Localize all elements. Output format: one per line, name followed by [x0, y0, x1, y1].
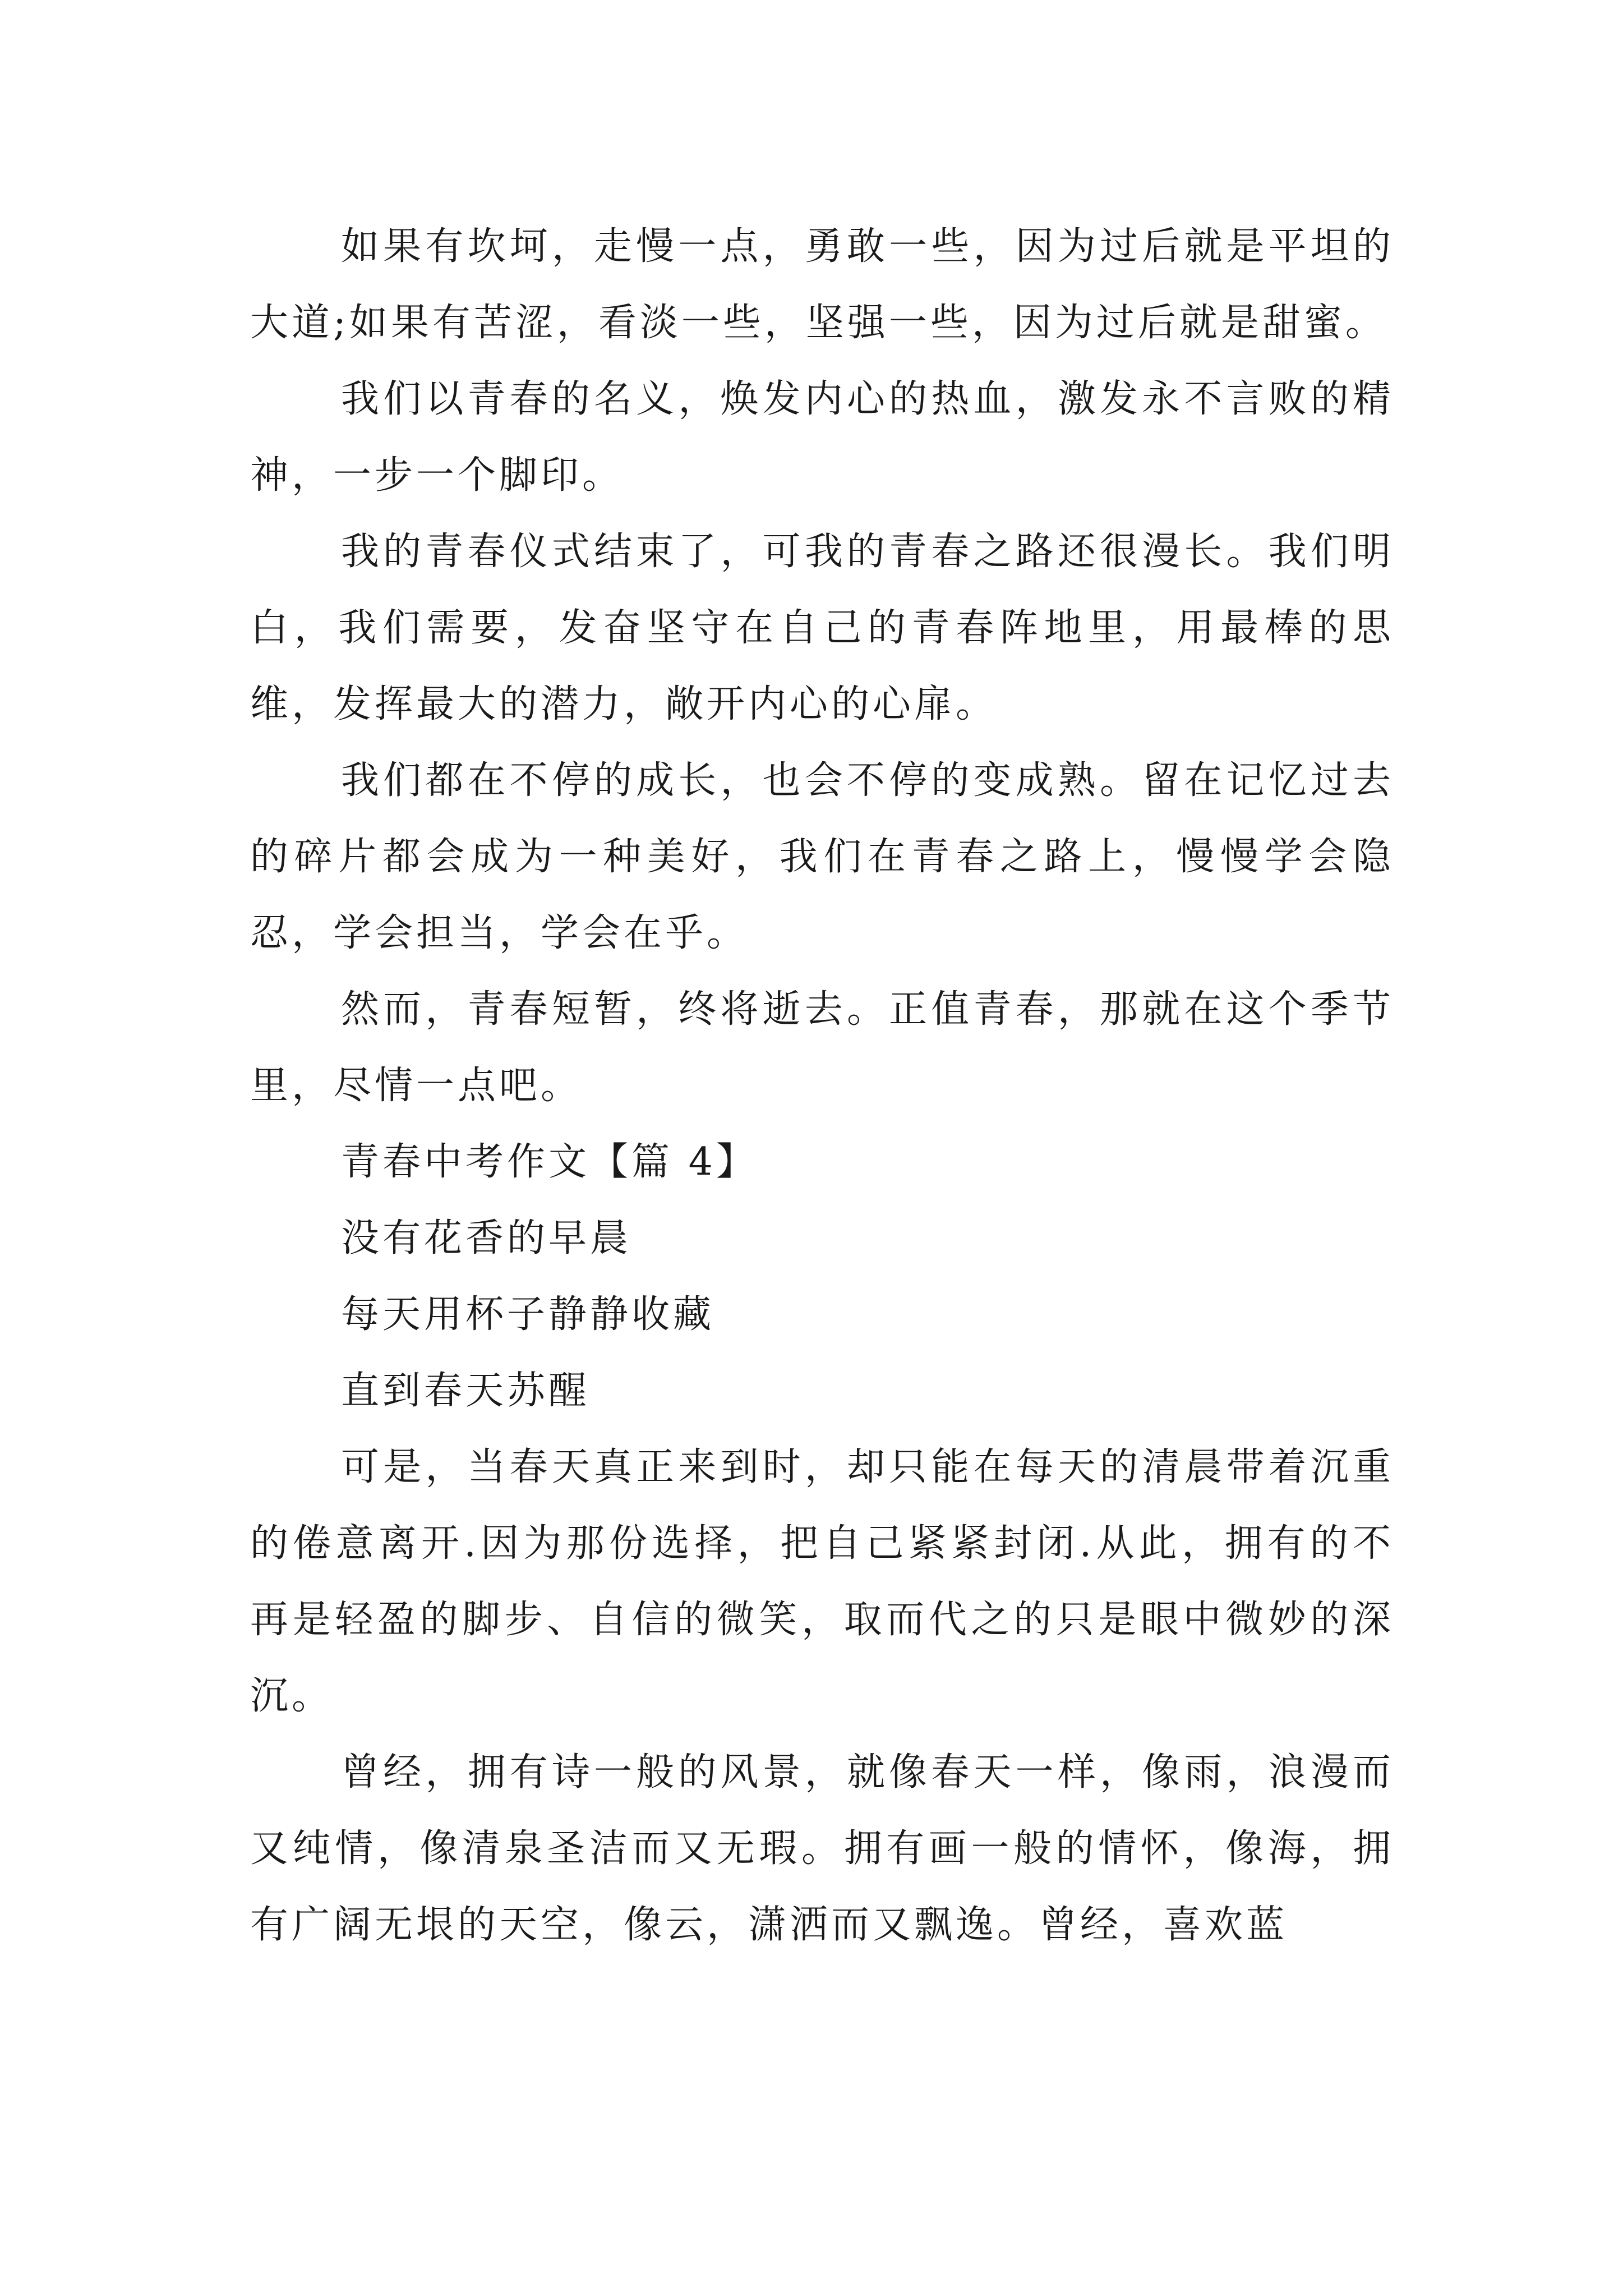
section-heading: 青春中考作文【篇 4】 [341, 1140, 758, 1184]
poem-line: 每天用杯子静静收藏 [341, 1292, 715, 1337]
paragraph: 我们以青春的名义，焕发内心的热血，激发永不言败的精神，一步一个脚印。 [250, 377, 1394, 498]
paragraph: 可是，当春天真正来到时，却只能在每天的清晨带着沉重的倦意离开.因为那份选择，把自己紧紧封闭.从此，拥有的不再是轻盈的脚步、自信的微笑，取而代之的只是眼中微妙的深沉。 [250, 1445, 1394, 1718]
paragraph: 我们都在不停的成长，也会不停的变成熟。留在记忆过去的碎片都会成为一种美好，我们在青春之路上，慢慢学会隐忍，学会担当，学会在乎。 [250, 758, 1394, 955]
paragraph: 然而，青春短暂，终将逝去。正值青春，那就在这个季节里，尽情一点吧。 [250, 987, 1394, 1108]
paragraph: 曾经，拥有诗一般的风景，就像春天一样，像雨，浪漫而又纯情，像清泉圣洁而又无瑕。拥有画一般的情怀，像海，拥有广阔无垠的天空，像云，潇洒而又飘逸。曾经，喜欢蓝 [250, 1750, 1394, 1947]
poem-line: 没有花香的早晨 [341, 1216, 632, 1260]
paragraph: 我的青春仪式结束了，可我的青春之路还很漫长。我们明白，我们需要，发奋坚守在自己的青春阵地里，用最棒的思维，发挥最大的潜力，敞开内心的心扉。 [250, 530, 1394, 726]
paragraph: 如果有坎坷，走慢一点，勇敢一些，因为过后就是平坦的大道;如果有苦涩，看淡一些，坚强一些，因为过后就是甜蜜。 [250, 224, 1394, 345]
document-body [250, 209, 1394, 1963]
poem-line: 直到春天苏醒 [341, 1369, 591, 1413]
